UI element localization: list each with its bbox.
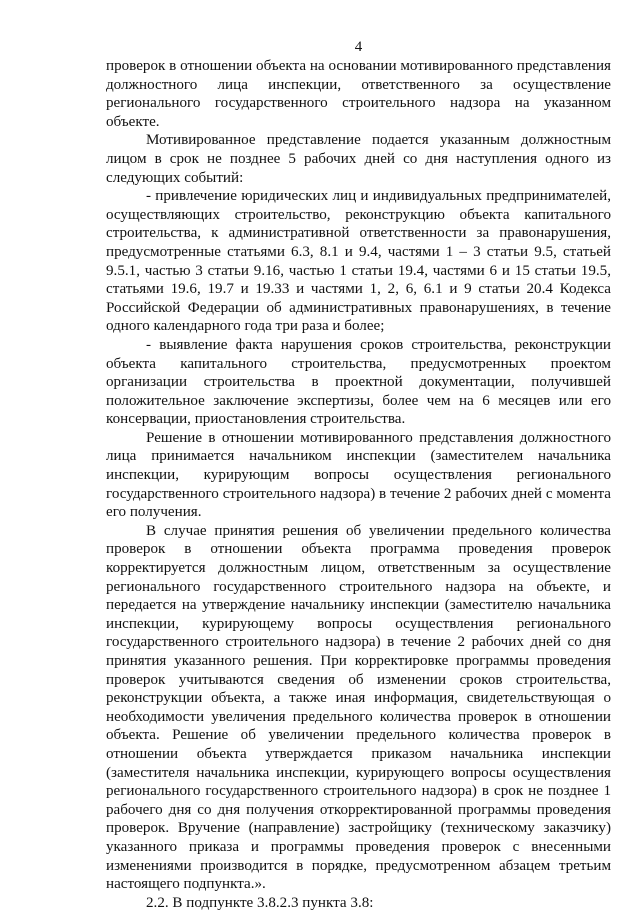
paragraph-decision: Решение в отношении мотивированного представления должностного лица принимается начальником инспекции (заместителем начальника инспекции, курирующим вопросы осуществления регионального государственного строительного надзора) в течение 2 рабочих дней с момента его получения. <box>106 429 611 521</box>
document-page <box>106 38 611 912</box>
paragraph-list-item-violations: - привлечение юридических лиц и индивидуальных предпринимателей, осуществляющих строительство, реконструкцию объекта капитального строительства, к административной ответственности за правонарушения, предусмотренные статьями 6.3, 8.1 и 9.4, частями 1 – 3 статьи 9.5, статьей 9.5.1, частью 3 статьи 9.16, частью 1 статьи 19.4, частями 6 и 15 статьи 19.5, статьями 19.6, 19.7 и 19.33 и частями 1, 2, 6, 6.1 и 9 статьи 20.4 Кодекса Российской Федерации об административных правонарушениях, в течение одного календарного года три раза и более; <box>106 188 611 335</box>
paragraph-program-correction: В случае принятия решения об увеличении предельного количества проверок в отношении объекта программа проведения проверок корректируется должностным лицом, ответственным за осуществление регионального государственного строительного надзора на объекте, и передается на утверждение начальнику инспекции (заместителю начальника инспекции, курирующему вопросы осуществления регионального государственного строительного надзора) в течение 2 рабочих дней со дня принятия указанного решения. При корректировке программы проведения проверок учитываются сведения об изменении сроков строительства, реконструкции объекта, а также иная информация, свидетельствующая о необходимости увеличения предельного количества проверок в отношении объекта. Решение об увеличении предельного количества проверок в отношении объекта утверждается приказом начальника инспекции (заместителя начальника инспекции, курирующего вопросы осуществления регионального государственного строительного надзора) в срок не позднее 1 рабочего дня со дня получения откорректированной программы проведения проверок. Вручение (направление) застройщику (техническому заказчику) указанного приказа и программы проведения проверок с внесенными изменениями производится в порядке, предусмотренном абзацем третьим настоящего подпункта.». <box>106 522 611 893</box>
paragraph-continuation: проверок в отношении объекта на основании мотивированного представления должностного лица инспекции, ответственного за осуществление регионального государственного строительного надзора на указанном объекте. <box>106 58 611 130</box>
paragraph-motivated-submission: Мотивированное представление подается указанным должностным лицом в срок не позднее 5 рабочих дней со дня наступления одного из следующих событий: <box>106 132 611 186</box>
paragraph-subsection-heading: 2.2. В подпункте 3.8.2.3 пункта 3.8: <box>146 894 374 911</box>
paragraph-list-item-deadlines: - выявление факта нарушения сроков строительства, реконструкции объекта капитального строительства, предусмотренных проектом организации строительства в проектной документации, получившей положительное заключение экспертизы, более чем на 6 месяцев или его консервации, приостановления строительства. <box>106 336 611 428</box>
page-number: 4 <box>354 39 363 55</box>
